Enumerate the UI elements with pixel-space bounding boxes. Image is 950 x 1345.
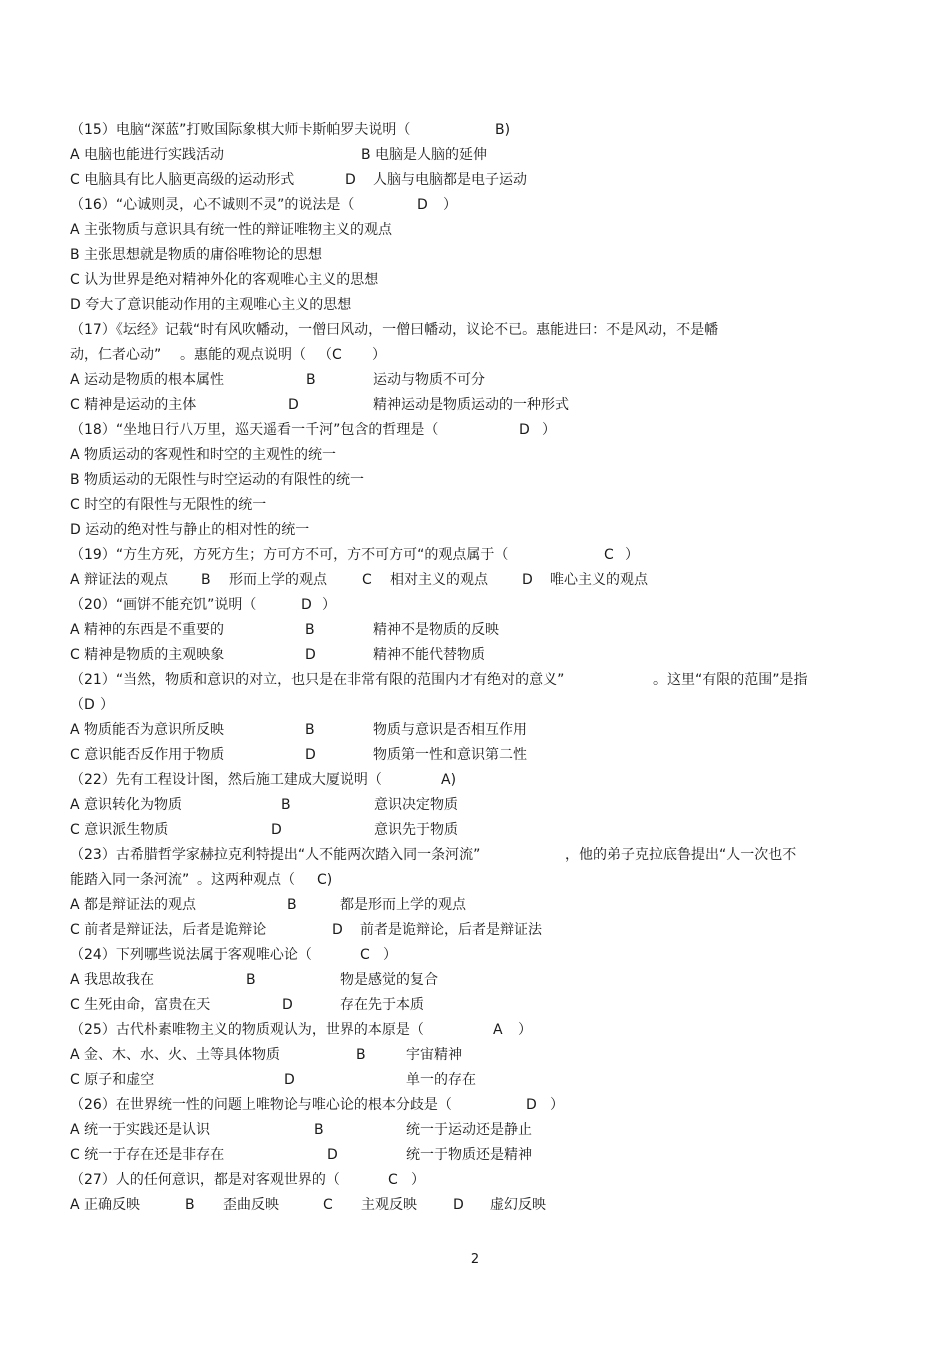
- text-segment: A 电脑也能进行实践活动: [70, 147, 225, 163]
- text-segment: D: [526, 1097, 537, 1113]
- text-segment: 前者是诡辩论，后者是辩证法: [360, 922, 542, 938]
- text-segment: A 运动是物质的根本属性: [70, 372, 225, 388]
- text-segment: （26）在世界统一性的问题上唯物论与唯心论的根本分歧是（: [70, 1097, 452, 1113]
- text-segment: C: [388, 1172, 398, 1188]
- text-segment: 人脑与电脑都是电子运动: [373, 172, 527, 188]
- text-segment: （24）下列哪些说法属于客观唯心论（: [70, 947, 312, 963]
- text-segment: D 夸大了意识能动作用的主观唯心主义的思想: [70, 297, 352, 313]
- text-segment: ）: [550, 1097, 564, 1113]
- text-segment: 宇宙精神: [406, 1047, 462, 1063]
- text-segment: 。惠能的观点说明（: [180, 347, 306, 363]
- text-segment: 统一于物质还是精神: [406, 1147, 532, 1163]
- text-segment: A 金、木、水、火、土等具体物质: [70, 1047, 281, 1063]
- text-segment: B: [246, 972, 256, 988]
- text-segment: ）: [443, 197, 457, 213]
- text-segment: 存在先于本质: [340, 997, 424, 1013]
- text-segment: D: [301, 597, 312, 613]
- text-segment: D: [288, 397, 299, 413]
- text-segment: C 意识能否反作用于物质: [70, 747, 225, 763]
- text-segment: ）: [383, 947, 397, 963]
- text-segment: D: [327, 1147, 338, 1163]
- text-segment: A 物质能否为意识所反映: [70, 722, 225, 738]
- text-segment: 意识决定物质: [374, 797, 458, 813]
- text-segment: （D: [70, 697, 95, 713]
- text-segment: B): [495, 122, 511, 138]
- text-segment: C 统一于存在还是非存在: [70, 1147, 225, 1163]
- text-segment: B: [185, 1197, 195, 1213]
- text-segment: D 运动的绝对性与静止的相对性的统一: [70, 522, 310, 538]
- text-segment: C: [604, 547, 614, 563]
- text-segment: A 主张物质与意识具有统一性的辩证唯物主义的观点: [70, 222, 393, 238]
- text-segment: A 意识转化为物质: [70, 797, 183, 813]
- text-segment: 。这里“有限的范围”是指: [653, 672, 808, 688]
- text-segment: B: [201, 572, 211, 588]
- text-segment: B: [287, 897, 297, 913]
- text-segment: ）: [542, 422, 556, 438]
- text-segment: ）: [322, 597, 336, 613]
- text-segment: C 精神是物质的主观映象: [70, 647, 225, 663]
- text-segment: C 时空的有限性与无限性的统一: [70, 497, 267, 513]
- text-segment: 精神不能代替物质: [373, 647, 485, 663]
- text-segment: A): [441, 772, 457, 788]
- text-segment: 形而上学的观点: [229, 572, 327, 588]
- text-segment: （16）“心诚则灵，心不诚则不灵”的说法是（: [70, 197, 355, 213]
- text-segment: D: [453, 1197, 464, 1213]
- text-segment: 物质第一性和意识第二性: [373, 747, 527, 763]
- page-number: 2: [470, 1252, 480, 1267]
- text-segment: ）: [372, 347, 386, 363]
- text-segment: A 统一于实践还是认识: [70, 1122, 211, 1138]
- text-segment: D: [519, 422, 530, 438]
- text-segment: B: [356, 1047, 366, 1063]
- text-segment: A: [493, 1022, 503, 1038]
- text-segment: D: [305, 747, 316, 763]
- text-segment: D: [305, 647, 316, 663]
- text-segment: D: [332, 922, 343, 938]
- text-segment: ）: [518, 1022, 532, 1038]
- text-segment: C): [317, 872, 333, 888]
- text-segment: ）: [411, 1172, 425, 1188]
- text-segment: 主观反映: [361, 1197, 417, 1213]
- text-segment: D: [282, 997, 293, 1013]
- text-segment: （20）“画饼不能充饥”说明（: [70, 597, 257, 613]
- text-segment: D: [271, 822, 282, 838]
- text-segment: （21）“当然，物质和意识的对立，也只是在非常有限的范围内才有绝对的意义”: [70, 672, 565, 688]
- text-segment: 统一于运动还是静止: [406, 1122, 532, 1138]
- text-segment: 运动与物质不可分: [373, 372, 485, 388]
- text-segment: 都是形而上学的观点: [340, 897, 466, 913]
- text-segment: 精神不是物质的反映: [373, 622, 499, 638]
- text-segment: C 精神是运动的主体: [70, 397, 197, 413]
- text-segment: D: [522, 572, 533, 588]
- text-segment: 物质与意识是否相互作用: [373, 722, 527, 738]
- text-segment: 能踏入同一条河流”: [70, 872, 190, 888]
- text-segment: C: [360, 947, 370, 963]
- text-segment: C 意识派生物质: [70, 822, 169, 838]
- text-segment: （15）电脑“深蓝”打败国际象棋大师卡斯帕罗夫说明（: [70, 122, 411, 138]
- text-segment: （27）人的任何意识，都是对客观世界的（: [70, 1172, 340, 1188]
- text-segment: 。这两种观点（: [197, 872, 295, 888]
- text-segment: D: [417, 197, 428, 213]
- text-segment: A 我思故我在: [70, 972, 155, 988]
- text-segment: B: [305, 622, 315, 638]
- text-segment: B: [314, 1122, 324, 1138]
- text-segment: 意识先于物质: [374, 822, 458, 838]
- text-segment: （22）先有工程设计图，然后施工建成大厦说明（: [70, 772, 382, 788]
- text-segment: （25）古代朴素唯物主义的物质观认为，世界的本原是（: [70, 1022, 424, 1038]
- text-segment: B: [305, 722, 315, 738]
- text-segment: C: [323, 1197, 333, 1213]
- text-segment: A 物质运动的客观性和时空的主观性的统一: [70, 447, 337, 463]
- text-segment: C 原子和虚空: [70, 1072, 155, 1088]
- text-segment: C: [362, 572, 372, 588]
- text-segment: C 生死由命，富贵在天: [70, 997, 211, 1013]
- text-segment: A 都是辩证法的观点: [70, 897, 197, 913]
- text-segment: （19）“方生方死，方死方生；方可方不可，方不可方可“的观点属于（: [70, 547, 509, 563]
- text-segment: B 电脑是人脑的延伸: [361, 147, 488, 163]
- text-segment: 单一的存在: [406, 1072, 476, 1088]
- text-segment: 歪曲反映: [223, 1197, 279, 1213]
- text-segment: B: [281, 797, 291, 813]
- text-segment: ）: [625, 547, 639, 563]
- text-segment: 动，仁者心动”: [70, 347, 162, 363]
- text-segment: A 辩证法的观点: [70, 572, 169, 588]
- text-segment: （C: [318, 347, 342, 363]
- text-segment: ）: [100, 697, 114, 713]
- text-segment: 虚幻反映: [490, 1197, 546, 1213]
- text-segment: B 主张思想就是物质的庸俗唯物论的思想: [70, 247, 323, 263]
- text-segment: C 前者是辩证法，后者是诡辩论: [70, 922, 267, 938]
- text-segment: （17）《坛经》记载“时有风吹幡动，一僧曰风动，一僧曰幡动，议论不已。惠能进曰：不是风动，不是幡: [70, 322, 719, 338]
- text-segment: 精神运动是物质运动的一种形式: [373, 397, 569, 413]
- text-segment: C 认为世界是绝对精神外化的客观唯心主义的思想: [70, 272, 379, 288]
- text-segment: A 精神的东西是不重要的: [70, 622, 225, 638]
- text-segment: （23）古希腊哲学家赫拉克利特提出“人不能两次踏入同一条河流”: [70, 847, 481, 863]
- text-segment: D: [284, 1072, 295, 1088]
- text-segment: B: [306, 372, 316, 388]
- text-segment: （18）“坐地日行八万里，巡天遥看一千河”包含的哲理是（: [70, 422, 439, 438]
- text-segment: D: [345, 172, 356, 188]
- text-segment: B 物质运动的无限性与时空运动的有限性的统一: [70, 472, 365, 488]
- text-segment: 唯心主义的观点: [550, 572, 648, 588]
- text-segment: 相对主义的观点: [390, 572, 488, 588]
- text-segment: A 正确反映: [70, 1197, 141, 1213]
- text-segment: ，他的弟子克拉底鲁提出“人一次也不: [565, 847, 797, 863]
- text-segment: 物是感觉的复合: [340, 972, 438, 988]
- text-segment: C 电脑具有比人脑更高级的运动形式: [70, 172, 295, 188]
